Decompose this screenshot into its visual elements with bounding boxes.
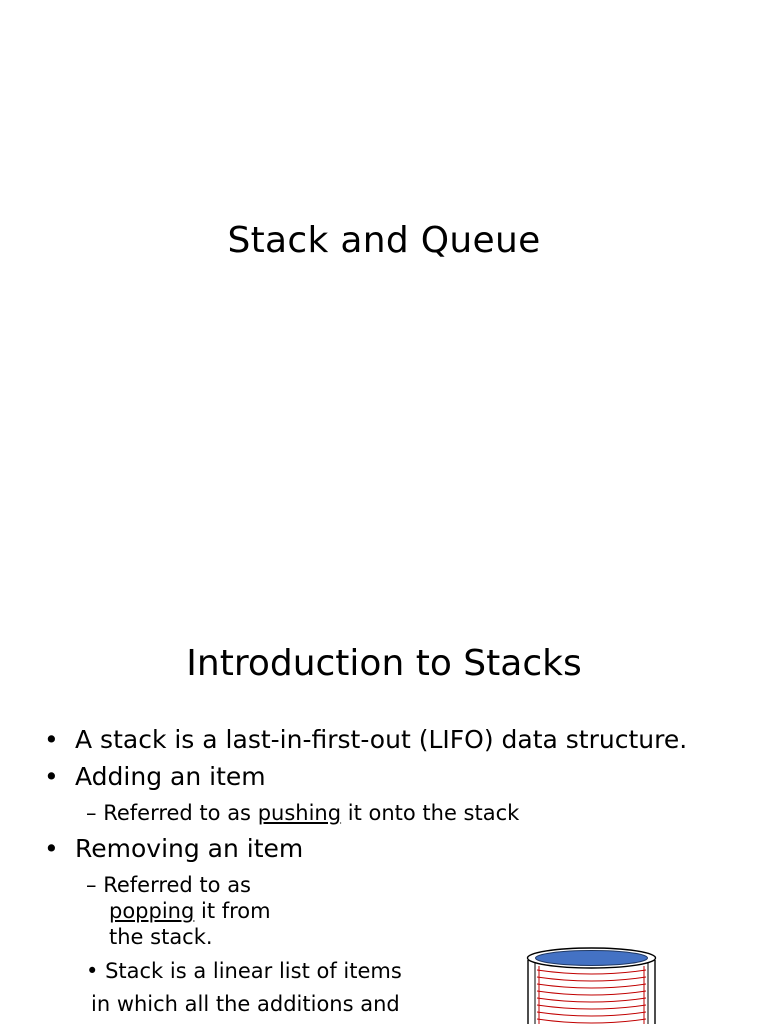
bullet-icon: •	[44, 725, 59, 754]
sub-item-text: in which all the additions and	[91, 992, 400, 1016]
bullet-icon: •	[44, 834, 59, 863]
bullet-item-adding	[44, 761, 266, 793]
slide-title: Stack and Queue	[227, 220, 541, 261]
sub-item-text-before: Referred to as	[103, 801, 258, 825]
sub-item-text-after: it onto the stack	[341, 801, 520, 825]
bullet-icon: •	[44, 762, 59, 791]
bullet-icon: •	[86, 959, 99, 983]
stack-illustration	[524, 944, 664, 1024]
term-popping: popping	[109, 899, 195, 923]
bullet-item-removing	[44, 833, 303, 865]
sub-item-text: Referred to as	[103, 873, 251, 897]
term-pushing: pushing	[257, 801, 342, 825]
sub-item-popping-line2	[109, 898, 271, 925]
sub-item-popping-line3	[109, 924, 213, 951]
bullet-text: Adding an item	[75, 762, 266, 791]
content-slide	[0, 600, 768, 1024]
sub-bullet-linear-list	[86, 958, 402, 985]
bullet-text: A stack is a last-in-first-out (LIFO) data structure.	[75, 725, 688, 754]
sub-item-text: the stack.	[109, 925, 213, 949]
dash-icon: –	[86, 873, 97, 897]
bullet-text: Removing an item	[75, 834, 304, 863]
sub-item-popping-line1	[86, 872, 251, 899]
sub-item-text: it from	[194, 899, 271, 923]
bullet-item-lifo	[44, 724, 687, 756]
sub-item-text: Stack is a linear list of items	[105, 959, 402, 983]
sub-item-pushing	[86, 800, 519, 827]
dash-icon: –	[86, 801, 97, 825]
sub-bullet-linear-list-line2	[91, 991, 400, 1018]
slide-heading: Introduction to Stacks	[186, 643, 582, 684]
